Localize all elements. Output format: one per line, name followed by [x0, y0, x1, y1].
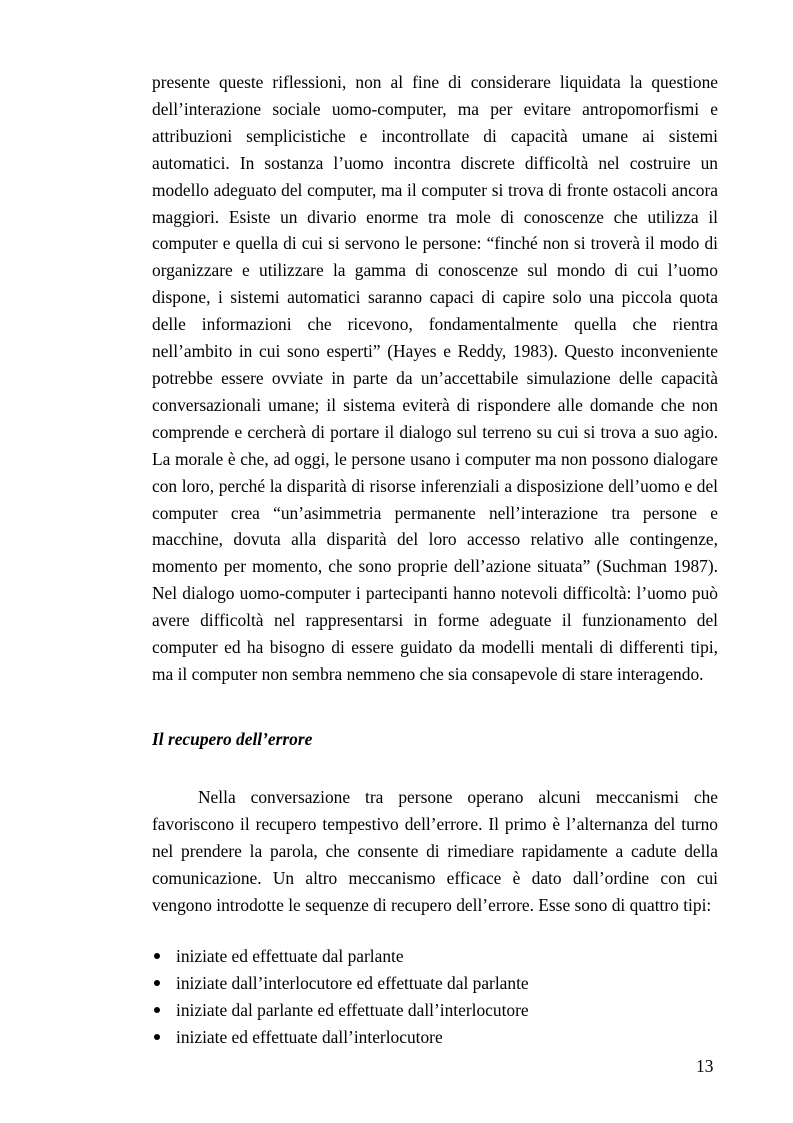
bullet-icon	[154, 1034, 160, 1040]
list-item-text: iniziate dall’interlocutore ed effettuate dal parlante	[176, 972, 529, 993]
list-item-text: iniziate ed effettuate dal parlante	[176, 946, 404, 966]
section-heading: Il recupero dell’errore	[152, 729, 313, 749]
document-page	[152, 69, 718, 1047]
list-item	[152, 997, 718, 1024]
list-item	[152, 970, 718, 997]
list-item	[152, 943, 718, 970]
list-item	[152, 1024, 718, 1051]
bullet-icon	[154, 980, 160, 986]
bullet-icon	[154, 1007, 160, 1013]
list-item-text: iniziate dal parlante ed effettuate dall’interlocutore	[176, 999, 529, 1020]
list-item-text: iniziate ed effettuate dall’interlocutore	[176, 1026, 443, 1047]
bullet-list	[152, 943, 718, 1051]
body-paragraph-1: presente queste riflessioni, non al fine di considerare liquidata la questione dell’interazione sociale uomo-computer, ma per evitare antropomorfismi e attribuzioni semplicistiche e incontrollate di capacità umane ai sistemi automatici. In sostanza l’uomo incontra discrete difficoltà nel costruire un modello adeguato del computer, ma il computer si trova di fronte ostacoli ancora maggiori. Esiste un divario enorme tra mole di conoscenze che utilizza il computer e quella di cui si servono le persone: “finché non si troverà il modo di organizzare e utilizzare la gamma di conoscenze sul mondo di cui l’uomo dispone, i sistemi automatici saranno capaci di capire solo una piccola quota delle informazioni che ricevono, fondamentalmente quella che rientra nell’ambito in cui sono esperti” (Hayes e Reddy, 1983). Questo inconveniente potrebbe essere ovviate in parte da un’accettabile simulazione delle capacità conversazionali umane; il sistema eviterà di rispondere alle domande che non comprende e cercherà di portare il dialogo sul terreno su cui si trova a suo agio. La morale è che, ad oggi, le persone usano i computer ma non possono dialogare con loro, perché la disparità di risorse inferenziali a disposizione dell’uomo e del computer crea “un’asimmetria permanente nell’interazione tra persone e macchine, dovuta alla disparità del loro accesso relativo alle contingenze, momento per momento, che sono proprie dell’azione situata” (Suchman 1987). Nel dialogo uomo-computer i partecipanti hanno notevoli difficoltà: l’uomo può avere difficoltà nel rappresentarsi in forme adeguate il funzionamento del computer ed ha bisogno di essere guidato da modelli mentali di differenti tipi, ma il computer non sembra nemmeno che sia consapevole di stare interagendo.	[152, 72, 718, 684]
body-paragraph-2: Nella conversazione tra persone operano alcuni meccanismi che favoriscono il recupero tempestivo dell’errore. Il primo è l’alternanza del turno nel prendere la parola, che consente di rimediare rapidamente a cadute della comunicazione. Un altro meccanismo efficace è dato dall’ordine con cui vengono introdotte le sequenze di recupero dell’errore. Esse sono di quattro tipi:	[152, 787, 718, 915]
page-number: 13	[696, 1056, 714, 1076]
bullet-icon	[154, 953, 160, 959]
